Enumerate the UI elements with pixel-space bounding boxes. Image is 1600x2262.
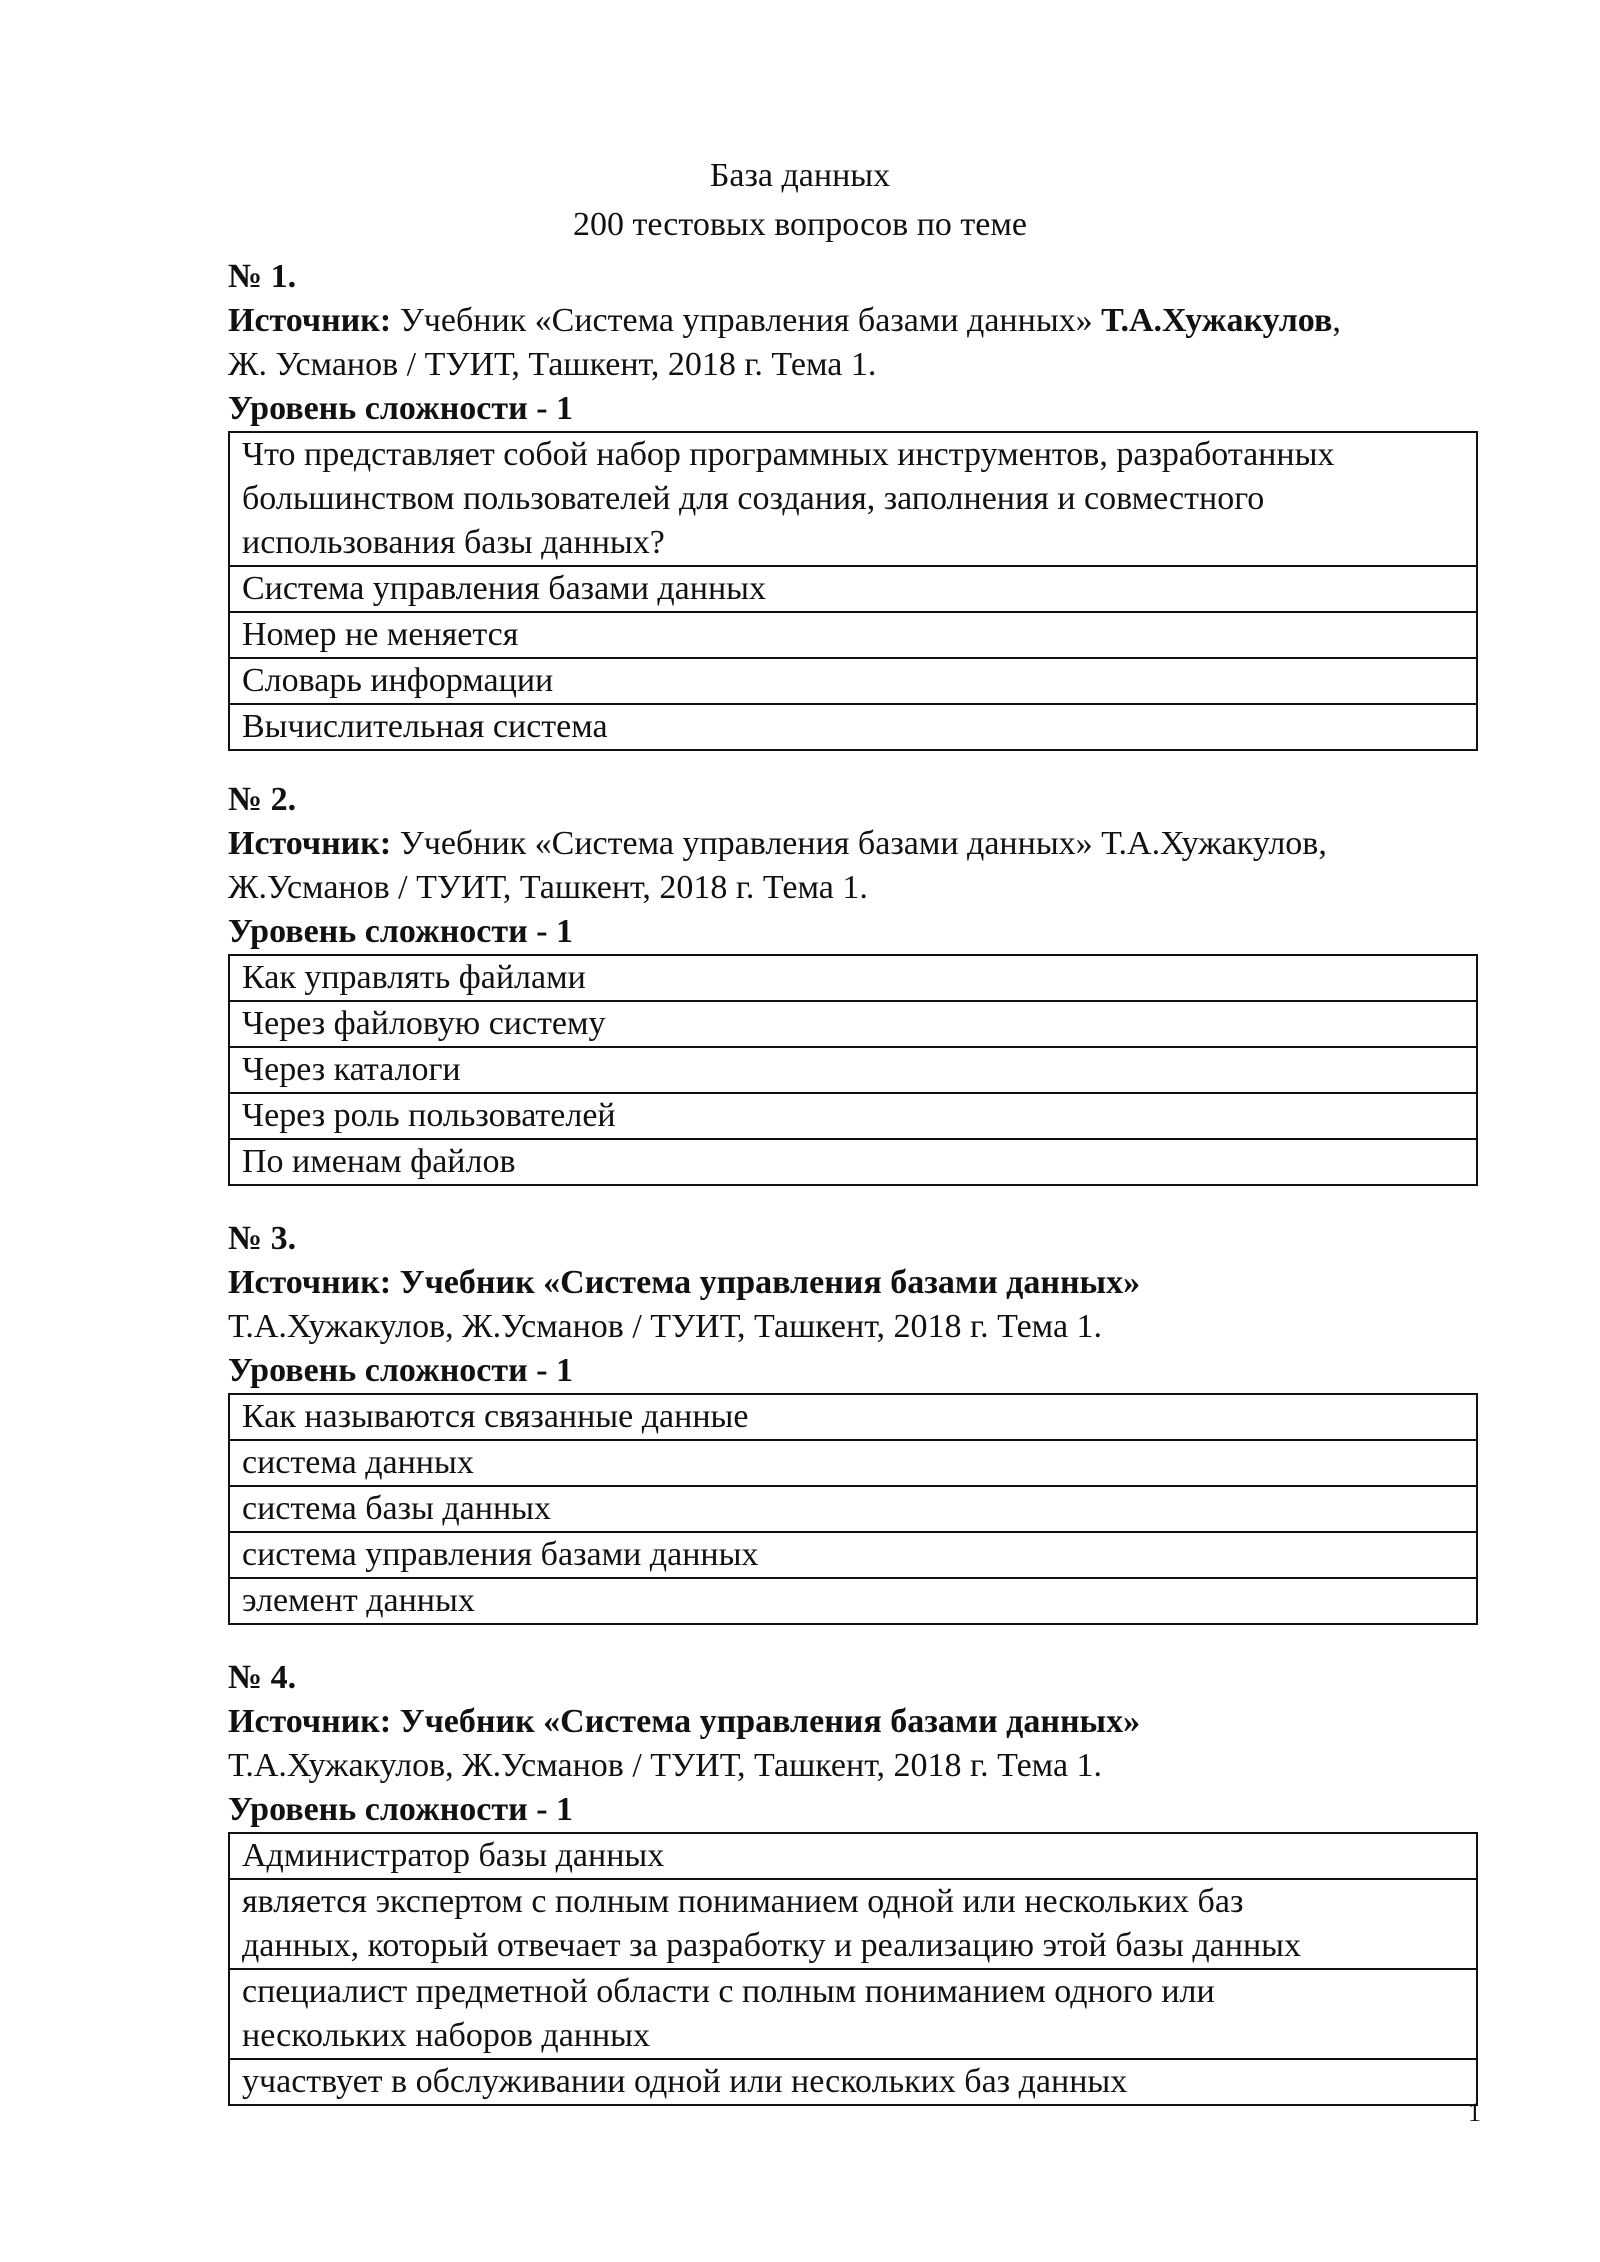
difficulty-level: Уровень сложности - 1 bbox=[228, 913, 574, 950]
answer-row bbox=[229, 1879, 1477, 1969]
page-number: 1 bbox=[1468, 2098, 1481, 2127]
question-source bbox=[228, 299, 1478, 343]
answer-cell: Через файловую систему bbox=[229, 1001, 1477, 1047]
cell-line: использования базы данных? bbox=[242, 524, 665, 561]
answer-table bbox=[228, 1832, 1478, 2106]
answer-cell: участвует в обслуживании одной или нескольких баз данных bbox=[229, 2059, 1477, 2105]
cell-line: специалист предметной области с полным пониманием одного или bbox=[242, 1973, 1215, 2010]
answer-row bbox=[229, 1047, 1477, 1093]
question-source-line2: Ж.Усманов / ТУИТ, Ташкент, 2018 г. Тема 1. bbox=[228, 869, 868, 906]
answer-cell bbox=[229, 1969, 1477, 2059]
answer-cell: элемент данных bbox=[229, 1578, 1477, 1624]
answer-cell: Через каталоги bbox=[229, 1047, 1477, 1093]
question-4 bbox=[228, 1656, 1478, 2106]
question-cell bbox=[229, 432, 1477, 566]
question-cell: Как называются связанные данные bbox=[229, 1394, 1477, 1440]
question-row bbox=[229, 432, 1477, 566]
answer-cell: Вычислительная система bbox=[229, 704, 1477, 750]
document-subtitle: 200 тестовых вопросов по теме bbox=[573, 206, 1027, 243]
difficulty-level: Уровень сложности - 1 bbox=[228, 390, 574, 427]
question-source-line2: Т.А.Хужакулов, Ж.Усманов / ТУИТ, Ташкент, 2018 г. Тема 1. bbox=[228, 1747, 1103, 1784]
question-3 bbox=[228, 1217, 1478, 1625]
question-row bbox=[229, 1833, 1477, 1879]
question-1 bbox=[228, 255, 1478, 751]
source-authors: Т.А.Хужакулов bbox=[1101, 302, 1333, 339]
answer-row bbox=[229, 1969, 1477, 2059]
answer-table bbox=[228, 1393, 1478, 1625]
source-text: Учебник «Система управления базами данных» Т.А.Хужакулов, bbox=[391, 825, 1327, 862]
answer-row bbox=[229, 1139, 1477, 1185]
question-number: № 4. bbox=[228, 1659, 297, 1696]
cell-line: данных, который отвечает за разработку и реализацию этой базы данных bbox=[242, 1927, 1301, 1964]
answer-cell: система данных bbox=[229, 1440, 1477, 1486]
difficulty-level: Уровень сложности - 1 bbox=[228, 1791, 574, 1828]
difficulty-level: Уровень сложности - 1 bbox=[228, 1352, 574, 1389]
answer-row bbox=[229, 1486, 1477, 1532]
answer-row bbox=[229, 704, 1477, 750]
question-row bbox=[229, 1394, 1477, 1440]
answer-row bbox=[229, 1440, 1477, 1486]
cell-line: является экспертом с полным пониманием одной или нескольких баз bbox=[242, 1883, 1244, 1920]
document-title: База данных bbox=[709, 157, 891, 194]
question-2 bbox=[228, 778, 1478, 1186]
source-punct: , bbox=[1332, 302, 1341, 339]
question-number: № 2. bbox=[228, 781, 297, 818]
question-source: Источник: Учебник «Система управления базами данных» bbox=[228, 1264, 1141, 1301]
answer-cell: система базы данных bbox=[229, 1486, 1477, 1532]
question-cell: Как управлять файлами bbox=[229, 955, 1477, 1001]
question-row bbox=[229, 955, 1477, 1001]
answer-table bbox=[228, 431, 1478, 751]
source-text: Учебник «Система управления базами данных» bbox=[391, 302, 1102, 339]
cell-line: большинством пользователей для создания, заполнения и совместного bbox=[242, 480, 1265, 517]
source-label: Источник: bbox=[228, 825, 392, 862]
question-source: Источник: Учебник «Система управления базами данных» bbox=[228, 1703, 1141, 1740]
answer-cell: Номер не меняется bbox=[229, 612, 1477, 658]
question-number: № 3. bbox=[228, 1220, 297, 1257]
answer-cell: Система управления базами данных bbox=[229, 566, 1477, 612]
question-source bbox=[228, 822, 1478, 866]
answer-row bbox=[229, 566, 1477, 612]
cell-line: нескольких наборов данных bbox=[242, 2017, 651, 2054]
answer-table bbox=[228, 954, 1478, 1186]
answer-row bbox=[229, 2059, 1477, 2105]
source-label: Источник: bbox=[228, 302, 392, 339]
question-cell: Администратор базы данных bbox=[229, 1833, 1477, 1879]
answer-cell: Через роль пользователей bbox=[229, 1093, 1477, 1139]
answer-row bbox=[229, 1093, 1477, 1139]
question-source-line2: Т.А.Хужакулов, Ж.Усманов / ТУИТ, Ташкент, 2018 г. Тема 1. bbox=[228, 1308, 1103, 1345]
answer-row bbox=[229, 1532, 1477, 1578]
answer-row bbox=[229, 658, 1477, 704]
answer-row bbox=[229, 1001, 1477, 1047]
answer-cell: система управления базами данных bbox=[229, 1532, 1477, 1578]
answer-cell: Словарь информации bbox=[229, 658, 1477, 704]
question-source-line2: Ж. Усманов / ТУИТ, Ташкент, 2018 г. Тема 1. bbox=[228, 346, 877, 383]
answer-cell: По именам файлов bbox=[229, 1139, 1477, 1185]
answer-cell bbox=[229, 1879, 1477, 1969]
answer-row bbox=[229, 612, 1477, 658]
answer-row bbox=[229, 1578, 1477, 1624]
question-number: № 1. bbox=[228, 258, 297, 295]
cell-line: Что представляет собой набор программных инструментов, разработанных bbox=[242, 436, 1335, 473]
